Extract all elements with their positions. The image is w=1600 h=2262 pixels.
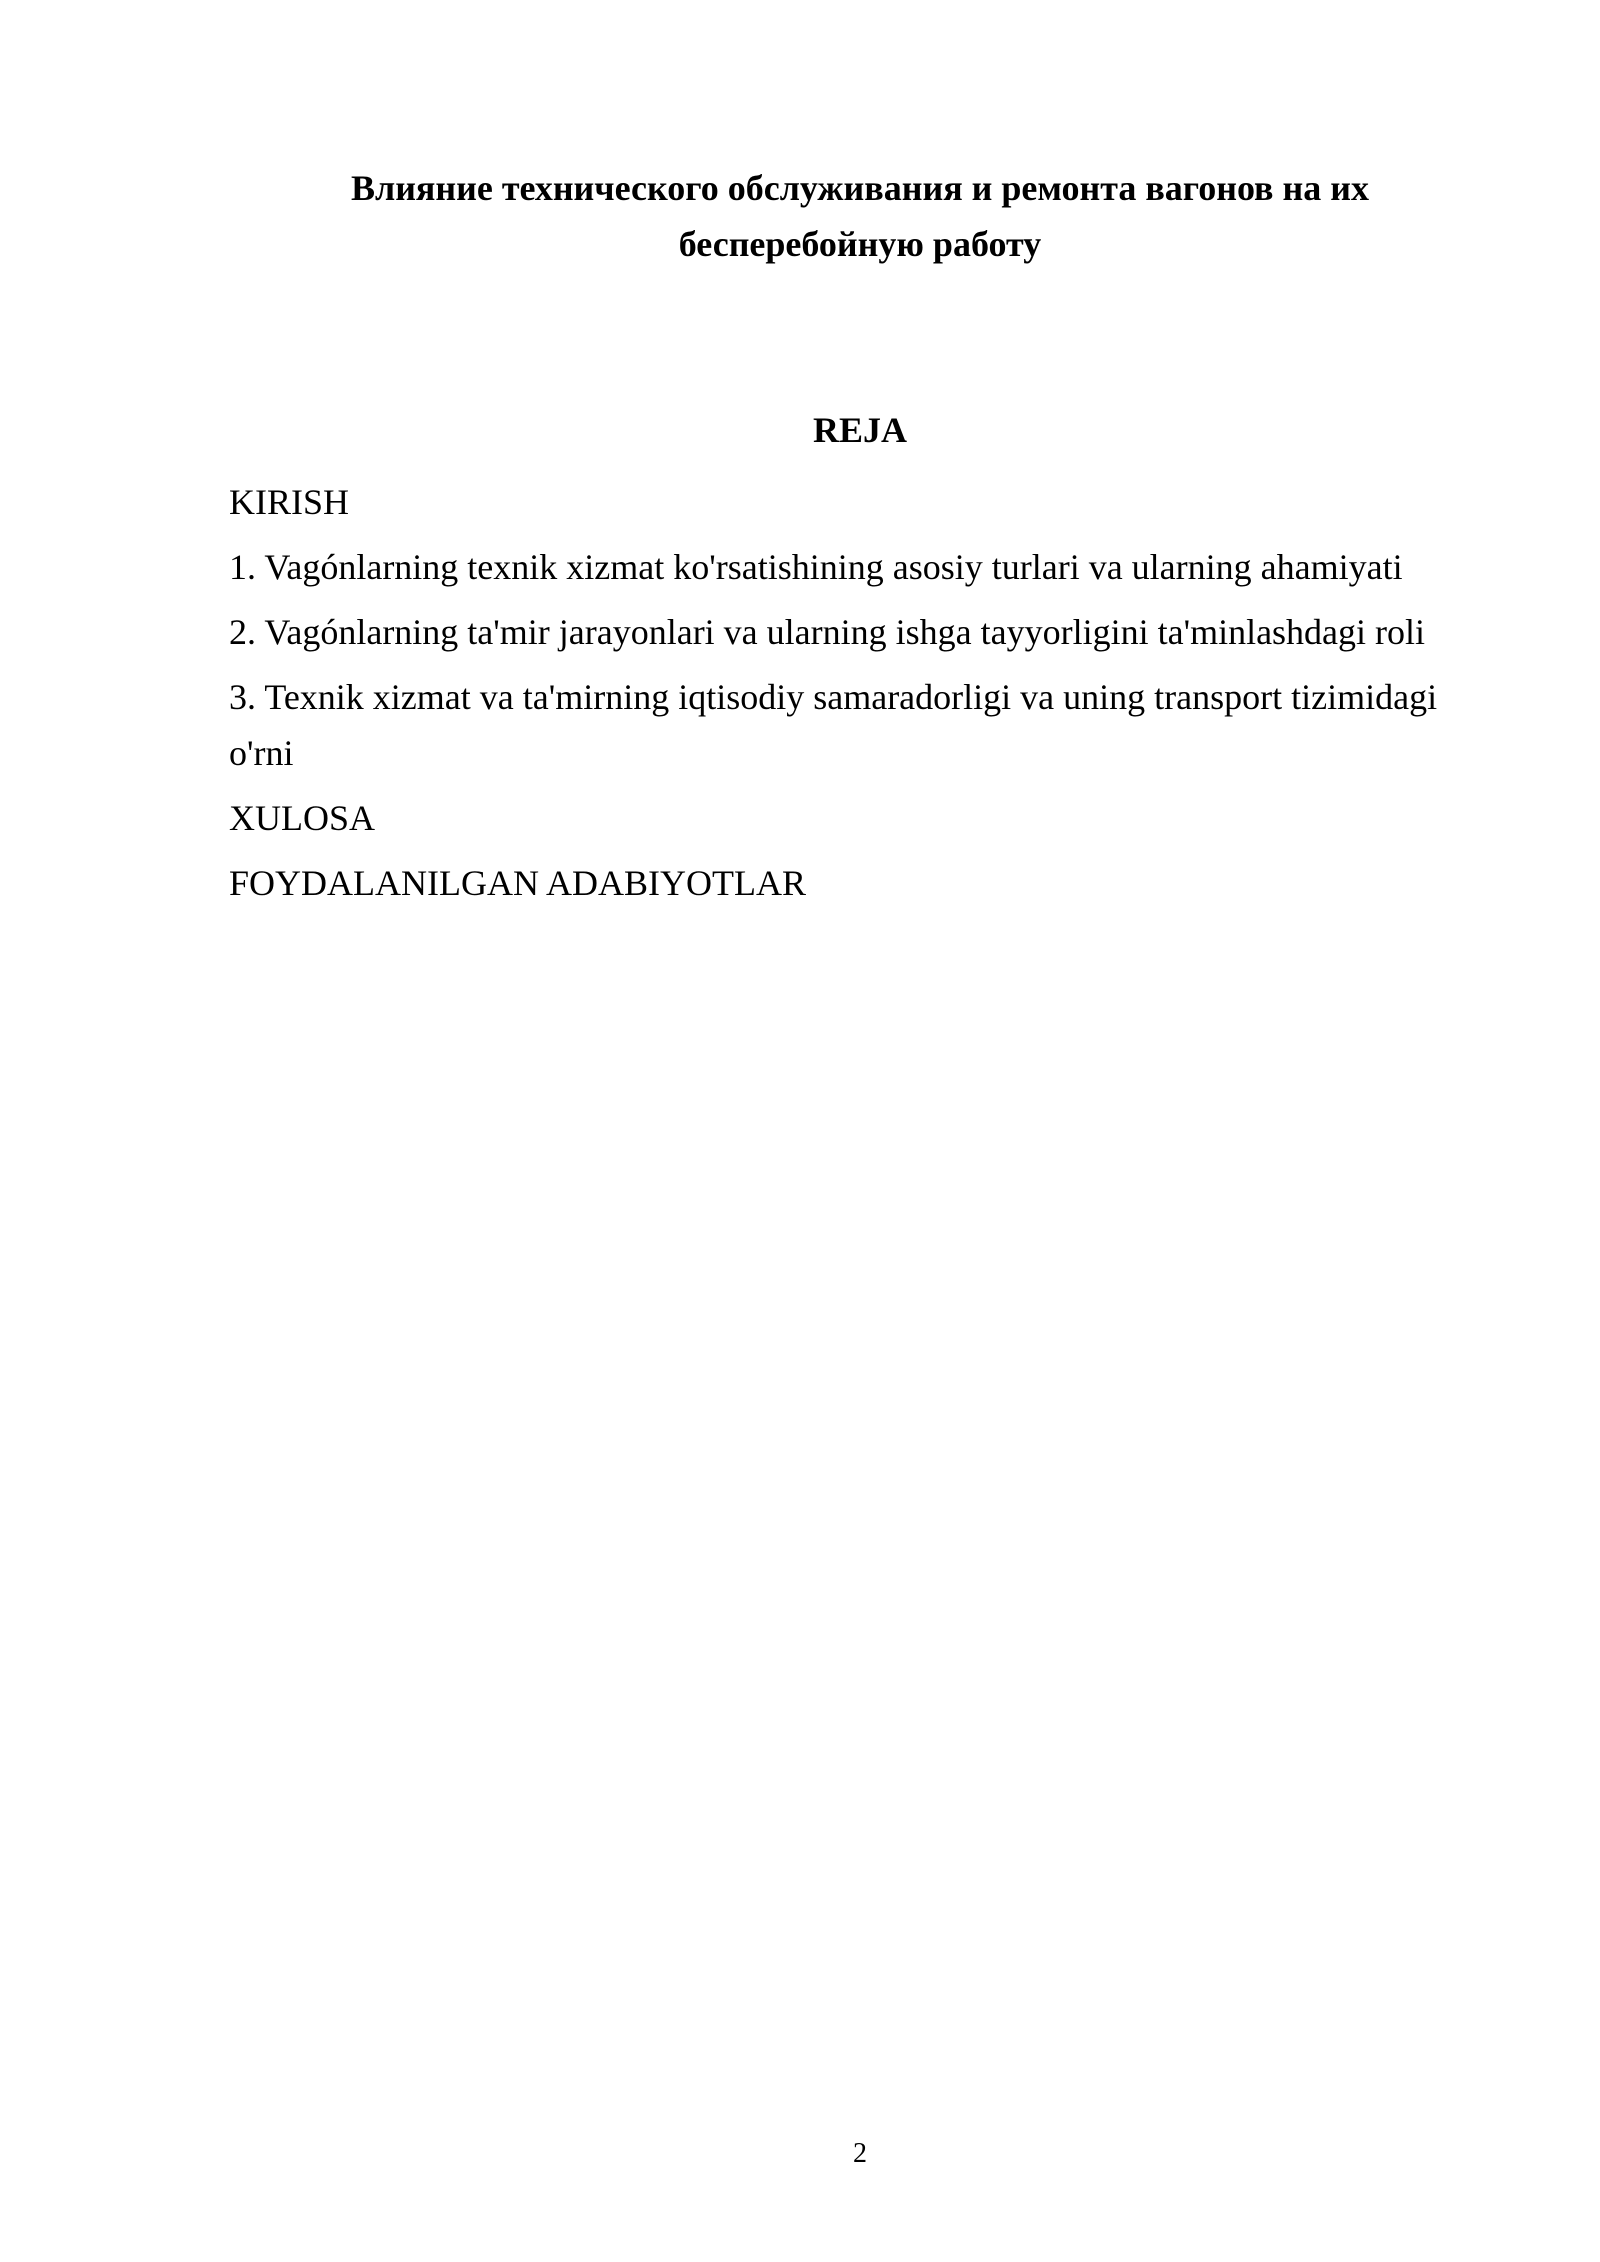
plan-item-3: 3. Texnik xizmat va ta'mirning iqtisodiy samaradorligi va uning transport tizimidagi o'rni xyxy=(229,677,1438,773)
document-title xyxy=(230,160,1490,272)
document-title-line-1: Влияние технического обслуживания и ремонта вагонов на их xyxy=(350,168,1369,208)
plan-heading: REJA xyxy=(812,410,907,450)
plan-item-conclusion: XULOSA xyxy=(229,798,376,838)
document-title-line-2: бесперебойную работу xyxy=(678,224,1042,264)
plan-item-references: FOYDALANILGAN ADABIYOTLAR xyxy=(229,863,806,903)
plan-item-1: 1. Vagónlarning texnik xizmat ko'rsatishining asosiy turlari va ularning ahamiyati xyxy=(229,547,1403,587)
plan-item-2: 2. Vagónlarning ta'mir jarayonlari va ularning ishga tayyorligini ta'minlashdagi roli xyxy=(229,612,1426,652)
page-number: 2 xyxy=(853,2138,867,2169)
plan-list xyxy=(229,474,1509,920)
plan-item-introduction: KIRISH xyxy=(229,482,350,522)
